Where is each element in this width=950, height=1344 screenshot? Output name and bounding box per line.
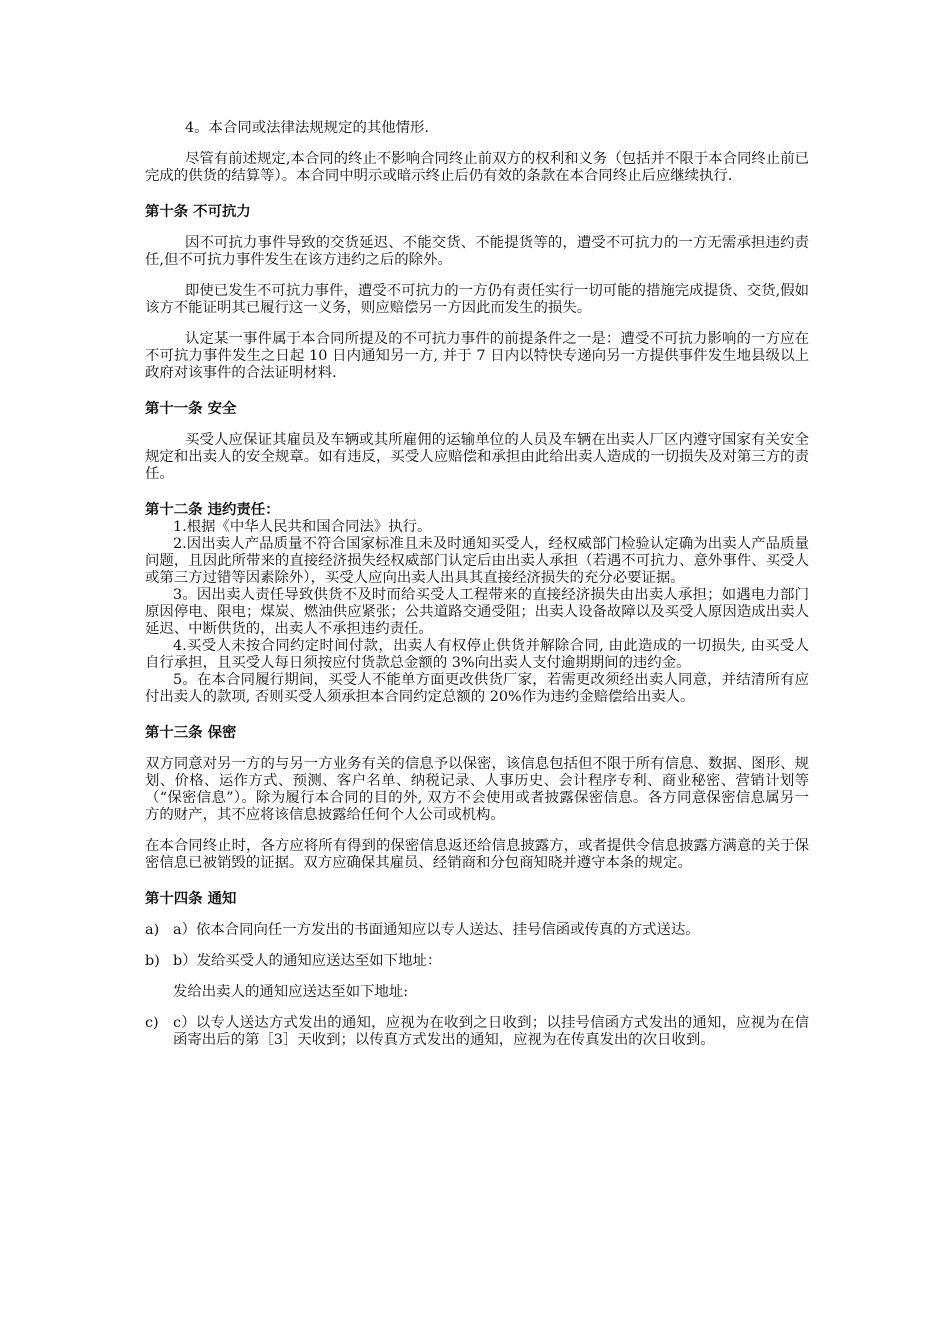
heading-article-12: 第十二条 违约责任： xyxy=(145,502,280,518)
notice-list-item-a xyxy=(145,922,809,939)
paragraph-force-majeure-3: 认定某一事件属于本合同所提及的不可抗力事件的前提条件之一是：遭受不可抗力影响的一方应在不可抗力事件发生之日起 10 日内通知另一方, 并于 7 日内以特快专递向另一方提供事件发生地县级以上政府对该事件的合法证明材料. xyxy=(145,331,809,381)
paragraph-termination-effect: 尽管有前述规定,本合同的终止不影响合同终止前双方的权利和义务（包括并不限于本合同终止前已完成的供货的结算等）。本合同中明示或暗示终止后仍有效的条款在本合同终止后应继续执行. xyxy=(145,151,809,184)
heading-article-10: 第十条 不可抗力 xyxy=(145,204,251,220)
heading-article-13: 第十三条 保密 xyxy=(145,725,237,741)
notice-seller-address xyxy=(145,984,809,1001)
paragraph-force-majeure-1: 因不可抗力事件导致的交货延迟、不能交货、不能提货等的，遭受不可抗力的一方无需承担违约责任,但不可抗力事件发生在该方违约之后的除外。 xyxy=(145,235,809,268)
notice-text: b）发给买受人的通知应送达至如下地址： xyxy=(173,953,442,969)
document-page xyxy=(145,120,809,1049)
paragraph-liability-1: 1.根据《中华人民共和国合同法》执行。 xyxy=(173,519,432,535)
notice-text: c）以专人送达方式发出的通知，应视为在收到之日收到；以挂号信函方式发出的通知，应视为在信函寄出后的第［3］天收到；以传真方式发出的通知，应视为在传真发出的次日收到。 xyxy=(173,1015,809,1048)
list-marker: a) xyxy=(145,922,160,938)
paragraph-confidentiality-1: 双方同意对另一方的与另一方业务有关的信息予以保密，该信息包括但不限于所有信息、数据、图形、规划、价格、运作方式、预测、客户名单、纳税记录、人事历史、会计程序专利、商业秘密、营销计划等（“保密信息”）。除为履行本合同的目的外, 双方不会使用或者披露保密信息。各方同意保密信息属另一方的财产，其不应将该信息披露给任何个人公司或机构。 xyxy=(145,756,809,823)
notice-text: 发给出卖人的通知应送达至如下地址: xyxy=(173,984,409,1000)
heading-article-11: 第十一条 安全 xyxy=(145,401,237,417)
paragraph-safety: 买受人应保证其雇员及车辆或其所雇佣的运输单位的人员及车辆在出卖人厂区内遵守国家有关安全规定和出卖人的安全规章。如有违反，买受人应赔偿和承担由此给出卖人造成的一切损失及对第三方的责任。 xyxy=(145,432,809,482)
heading-article-14: 第十四条 通知 xyxy=(145,891,237,907)
notice-text: a）依本合同向任一方发出的书面通知应以专人送达、挂号信函或传真的方式送达。 xyxy=(173,922,700,938)
paragraph-termination-item-4: 4。本合同或法律法规规定的其他情形. xyxy=(185,120,429,136)
paragraph-force-majeure-2: 即使已发生不可抗力事件，遭受不可抗力的一方仍有责任实行一切可能的措施完成提货、交货,假如该方不能证明其已履行这一义务，则应赔偿另一方因此而发生的损失。 xyxy=(145,283,809,316)
paragraph-liability-4: 4.买受人未按合同约定时间付款，出卖人有权停止供货并解除合同, 由此造成的一切损失, 由买受人自行承担，且买受人每日须按应付货款总金额的 3%向出卖人支付逾期期间的违约金。 xyxy=(145,638,809,671)
notice-list-item-c xyxy=(145,1015,809,1049)
notice-list-item-b xyxy=(145,953,809,970)
paragraph-liability-3: 3。因出卖人责任导致供货不及时而给买受人工程带来的直接经济损失由出卖人承担；如遇电力部门原因停电、限电；煤炭、燃油供应紧张；公共道路交通受阻；出卖人设备故障以及买受人原因造成出卖人延迟、中断供货的，出卖人不承担违约责任。 xyxy=(145,587,809,637)
paragraph-liability-2: 2.因出卖人产品质量不符合国家标准且未及时通知买受人，经权威部门检验认定确为出卖人产品质量问题，且因此所带来的直接经济损失经权威部门认定后由出卖人承担（若遇不可抗力、意外事件、买受人或第三方过错等因素除外），买受人应向出卖人出具其直接经济损失的充分必要证据。 xyxy=(145,536,809,586)
list-marker: b) xyxy=(145,953,160,969)
paragraph-confidentiality-2: 在本合同终止时，各方应将所有得到的保密信息返还给信息披露方，或者提供令信息披露方满意的关于保密信息已被销毁的证据。双方应确保其雇员、经销商和分包商知晓并遵守本条的规定。 xyxy=(145,838,809,871)
paragraph-liability-5: 5。在本合同履行期间，买受人不能单方面更改供货厂家，若需更改须经出卖人同意，并结清所有应付出卖人的款项, 否则买受人须承担本合同约定总额的 20%作为违约金赔偿给出卖人。 xyxy=(145,672,809,705)
list-marker: c) xyxy=(145,1015,159,1031)
